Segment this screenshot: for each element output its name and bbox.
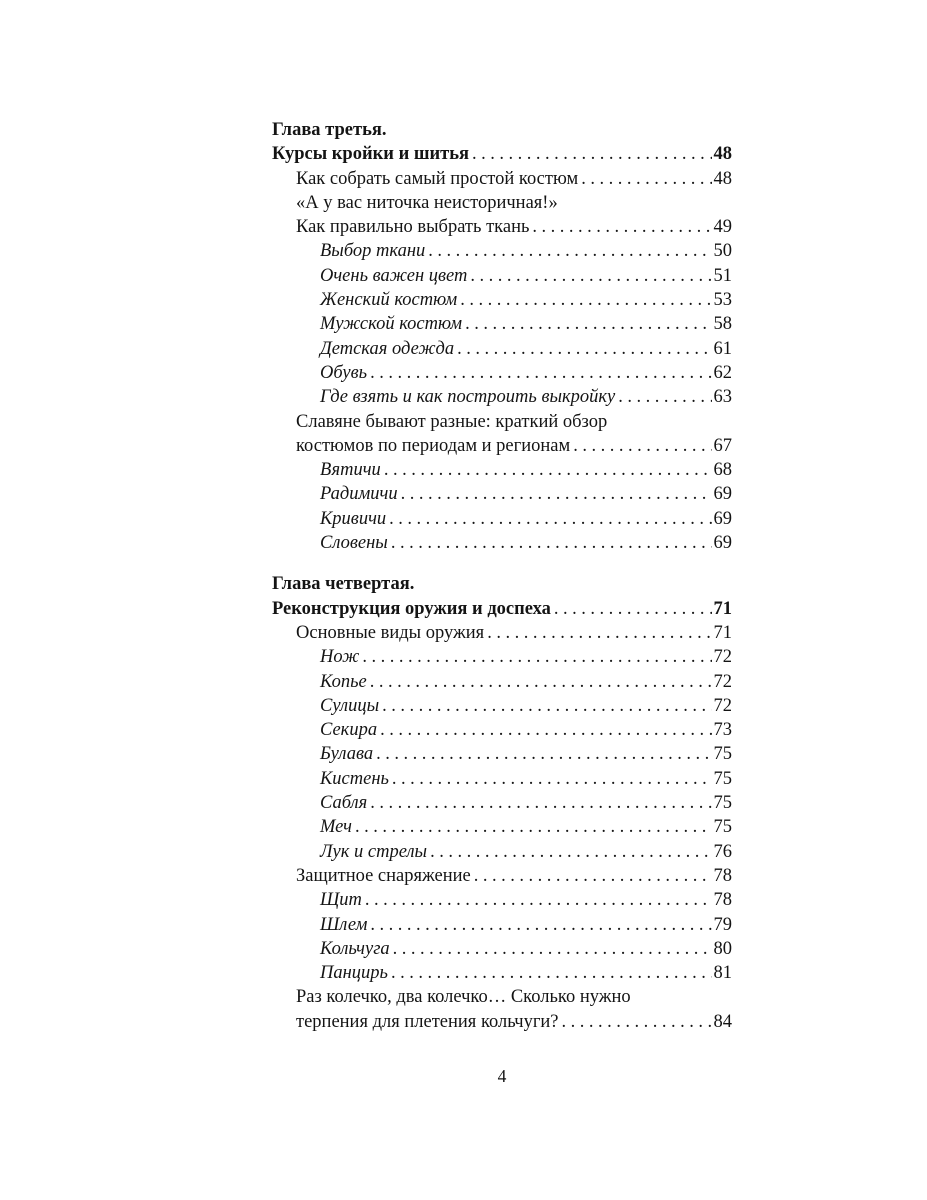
toc-entry [272, 288, 732, 312]
toc-entry-page: 84 [713, 1011, 732, 1032]
dot-leader [487, 621, 711, 645]
toc-entry-title: Очень важен цвет [320, 265, 468, 286]
dot-leader [465, 312, 711, 336]
toc-entry-page: 80 [713, 938, 732, 959]
table-of-contents [272, 118, 732, 1034]
toc-entry-page: 69 [713, 508, 732, 529]
dot-leader [573, 434, 711, 458]
toc-entry-title: Щит [320, 890, 362, 911]
toc-entry [272, 742, 732, 766]
toc-entry [272, 191, 732, 215]
toc-entry [272, 531, 732, 555]
toc-entry-title: Копье [320, 671, 367, 692]
toc-entry-page: 71 [713, 598, 732, 619]
toc-entry-title: Панцирь [320, 963, 388, 984]
dot-leader [355, 815, 712, 839]
dot-leader [384, 458, 712, 482]
toc-entry-page: 49 [713, 217, 732, 238]
toc-entry-title: Кривичи [320, 508, 387, 529]
toc-entry-page: 81 [713, 963, 732, 984]
toc-entry-title: Шлем [320, 914, 368, 935]
toc-entry-page: 79 [713, 914, 732, 935]
toc-entry-page: 72 [713, 647, 732, 668]
toc-entry-title: Глава четвертая. [272, 574, 415, 595]
toc-entry-page: 75 [713, 768, 732, 789]
toc-entry-page: 72 [713, 695, 732, 716]
toc-entry-title: Защитное снаряжение [296, 865, 471, 886]
dot-leader [380, 718, 711, 742]
toc-entry [272, 864, 732, 888]
dot-leader [401, 482, 712, 506]
dot-leader [430, 840, 711, 864]
toc-entry-page: 73 [713, 720, 732, 741]
toc-entry-title: «А у вас ниточка неисторичная!» [296, 192, 558, 213]
toc-entry-title: Секира [320, 720, 378, 741]
toc-entry [272, 961, 732, 985]
toc-entry-title: Мужской костюм [320, 314, 463, 335]
toc-entry-page: 63 [713, 387, 732, 408]
toc-entry [272, 621, 732, 645]
toc-entry-title: Как собрать самый простой костюм [296, 168, 579, 189]
dot-leader [393, 937, 712, 961]
toc-entry-page: 51 [713, 265, 732, 286]
toc-entry-page: 68 [713, 460, 732, 481]
toc-entry [272, 985, 732, 1009]
toc-entry-title: Кольчуга [320, 938, 390, 959]
dot-leader [376, 742, 711, 766]
toc-entry-title: Лук и стрелы [320, 841, 428, 862]
toc-entry [272, 434, 732, 458]
toc-entry-title: Курсы кройки и шитья [272, 144, 470, 165]
dot-leader [362, 645, 711, 669]
toc-entry [272, 888, 732, 912]
toc-entry-title: Как правильно выбрать ткань [296, 217, 530, 238]
toc-entry-page: 67 [713, 435, 732, 456]
toc-entry-page: 75 [713, 793, 732, 814]
toc-entry [272, 142, 732, 166]
toc-entry [272, 385, 732, 409]
dot-leader [562, 1010, 712, 1034]
toc-entry-title: Глава третья. [272, 120, 387, 140]
toc-entry [272, 840, 732, 864]
toc-entry [272, 572, 732, 596]
toc-entry-title: Обувь [320, 362, 368, 383]
dot-leader [532, 215, 711, 239]
toc-entry-title: терпения для плетения кольчуги? [296, 1011, 559, 1032]
dot-leader [474, 864, 712, 888]
toc-entry [272, 1010, 732, 1034]
toc-entry [272, 791, 732, 815]
dot-leader [382, 694, 711, 718]
toc-entry [272, 410, 732, 434]
toc-entry [272, 694, 732, 718]
toc-entry-title: костюмов по периодам и регионам [296, 435, 571, 456]
toc-entry-page: 71 [713, 622, 732, 643]
dot-leader [581, 167, 711, 191]
toc-entry [272, 767, 732, 791]
toc-entry-page: 75 [713, 817, 732, 838]
dot-leader [618, 385, 711, 409]
toc-entry [272, 337, 732, 361]
toc-entry-page: 76 [713, 841, 732, 862]
toc-entry-title: Основные виды оружия [296, 622, 485, 643]
toc-entry-page: 75 [713, 744, 732, 765]
toc-entry [272, 482, 732, 506]
toc-entry-title: Нож [320, 647, 360, 668]
toc-entry [272, 718, 732, 742]
toc-entry [272, 937, 732, 961]
toc-entry [272, 913, 732, 937]
toc-entry-page: 50 [713, 241, 732, 262]
toc-entry-page: 48 [713, 144, 732, 165]
toc-entry-page: 69 [713, 533, 732, 554]
toc-entry [272, 361, 732, 385]
dot-leader [392, 767, 712, 791]
toc-entry-page: 61 [713, 338, 732, 359]
dot-leader [370, 791, 711, 815]
toc-entry-title: Выбор ткани [320, 241, 426, 262]
dot-leader [391, 961, 712, 985]
toc-entry-title: Радимичи [320, 484, 398, 505]
toc-entry-page: 48 [713, 168, 732, 189]
toc-entry [272, 507, 732, 531]
toc-entry-title: Детская одежда [320, 338, 455, 359]
toc-entry [272, 239, 732, 263]
dot-leader [472, 142, 711, 166]
toc-entry-title: Женский костюм [320, 290, 458, 311]
dot-leader [457, 337, 711, 361]
toc-entry-page: 62 [713, 362, 732, 383]
toc-entry [272, 645, 732, 669]
toc-entry-title: Кистень [320, 768, 389, 789]
toc-entry-page: 53 [713, 290, 732, 311]
page-number-footer: 4 [497, 1066, 507, 1086]
toc-entry-title: Сулицы [320, 695, 380, 716]
toc-entry-title: Славяне бывают разные: краткий обзор [296, 411, 608, 432]
toc-entry-title: Булава [320, 744, 374, 765]
toc-entry [272, 670, 732, 694]
dot-leader [370, 670, 712, 694]
toc-entry [272, 312, 732, 336]
dot-leader [391, 531, 712, 555]
dot-leader [554, 597, 712, 621]
dot-leader [470, 264, 711, 288]
toc-entry [272, 815, 732, 839]
toc-entry-page: 69 [713, 484, 732, 505]
toc-entry-title: Раз колечко, два колечко… Сколько нужно [296, 987, 631, 1008]
toc-entry [272, 215, 732, 239]
dot-leader [389, 507, 711, 531]
toc-entry-title: Где взять и как построить выкройку [320, 387, 616, 408]
toc-entry [272, 118, 732, 142]
dot-leader [460, 288, 711, 312]
toc-entry-title: Меч [320, 817, 352, 838]
dot-leader [370, 361, 711, 385]
toc-entry-page: 78 [713, 865, 732, 886]
toc-entry-page: 78 [713, 890, 732, 911]
toc-entry-title: Словены [320, 533, 388, 554]
toc-entry-page: 72 [713, 671, 732, 692]
dot-leader [370, 913, 711, 937]
toc-entry-title: Сабля [320, 793, 368, 814]
toc-entry [272, 597, 732, 621]
toc-entry-title: Вятичи [320, 460, 381, 481]
toc-entry [272, 264, 732, 288]
toc-entry-page: 58 [713, 314, 732, 335]
toc-entry-title: Реконструкция оружия и доспеха [272, 598, 551, 619]
toc-entry [272, 458, 732, 482]
toc-entry [272, 167, 732, 191]
dot-leader [428, 239, 711, 263]
dot-leader [365, 888, 712, 912]
